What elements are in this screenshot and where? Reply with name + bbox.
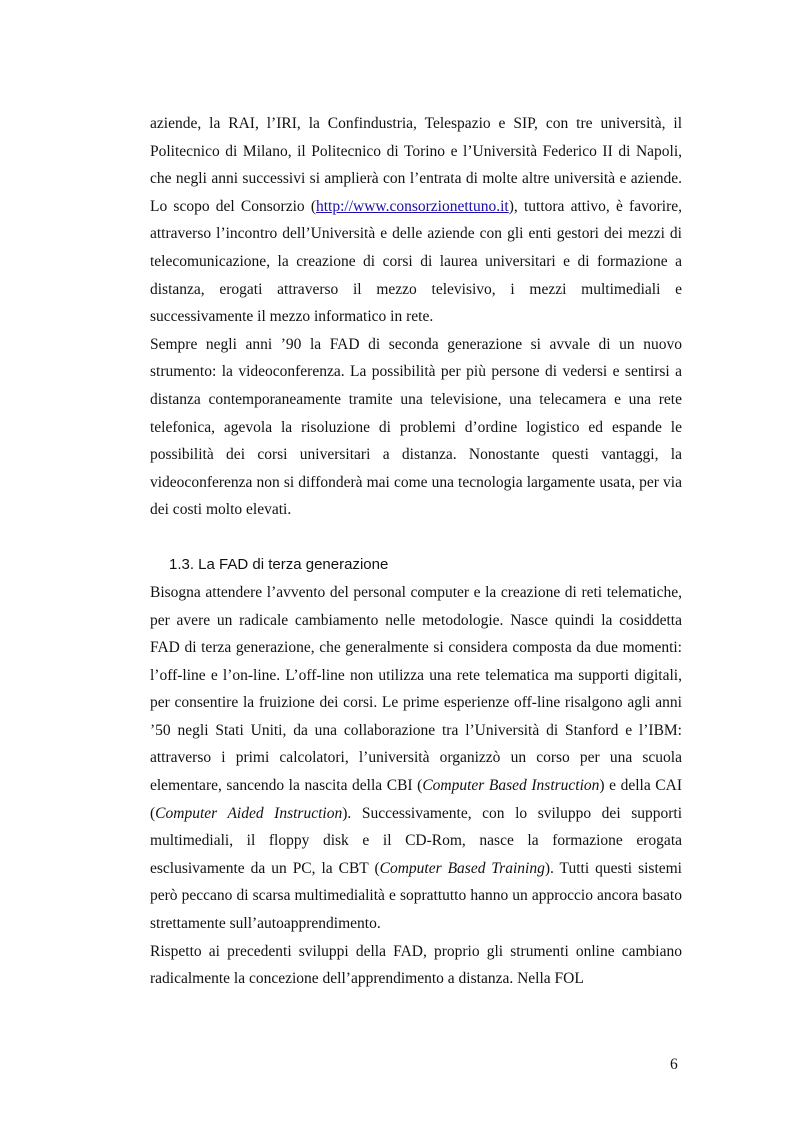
paragraph-consorzio bbox=[150, 110, 682, 331]
italic-term-cbt: Computer Based Training bbox=[379, 859, 545, 877]
paragraph-videoconferenza: Sempre negli anni ’90 la FAD di seconda generazione si avvale di un nuovo strumento: la videoconferenza. La possibilità per più persone di vedersi e sentirsi a distanza contemporaneamente tramite una televisione, una telecamera e una rete telefonica, agevola la risoluzione di problemi d’ordine logistico ed espande le possibilità dei corsi universitari a distanza. Nonostante questi vantaggi, la videoconferenza non si diffonderà mai come una tecnologia largamente usata, per via dei costi molto elevati. bbox=[150, 335, 682, 519]
paragraph-text: ) e della CAI ( bbox=[150, 777, 682, 822]
italic-term-cai: Computer Aided Instruction bbox=[155, 804, 343, 822]
paragraph-terza-generazione bbox=[150, 579, 682, 938]
italic-term-cbi: Computer Based Instruction bbox=[422, 777, 600, 795]
paragraph-text: ), tuttora attivo, è favorire, attraverso l’incontro dell’Università e delle aziende con gli enti gestori dei mezzi di telecomunicazione, la creazione di corsi di laurea universitari e di formazione a distanza, erogati attraverso il mezzo televisivo, i mezzi multimediali e successivamente il mezzo informatico in rete. bbox=[150, 197, 682, 326]
page-number: 6 bbox=[670, 1056, 678, 1073]
paragraph-text: Bisogna attendere l’avvento del personal computer e la creazione di reti telematiche, per avere un radicale cambiamento nelle metodologie. Nasce quindi la cosiddetta FAD di terza generazione, che generalmente si considera composta da due momenti: l’off-line e l’on-line. L’off-line non utilizza una rete telematica ma supporti digitali, per consentire la fruizione dei corsi. Le prime esperienze off-line risalgono agli anni ’50 negli Stati Uniti, da una collaborazione tra l’Università di Stanford e l’IBM: attraverso i primi calcolatori, l’università organizzò un corso per una scuola elementare, sancendo la nascita della CBI ( bbox=[150, 583, 682, 795]
paragraph-text: aziende, la RAI, l’IRI, la Confindustria, Telespazio e SIP, con tre università, il Politecnico di Milano, il Politecnico di Torino e l’Università Federico II di Napoli, che negli anni successivi si amplierà con l’entrata di molte altre università e aziende. Lo scopo del Consorzio ( bbox=[150, 115, 682, 215]
paragraph-text: ). Tutti questi sistemi però peccano di scarsa multimedialità e soprattutto hanno un approccio ancora basato strettamente sull’autoapprendimento. bbox=[150, 859, 682, 933]
consorzio-link[interactable]: http://www.consorzionettuno.it bbox=[315, 197, 509, 215]
document-body bbox=[150, 110, 682, 993]
paragraph-strumenti-online: Rispetto ai precedenti sviluppi della FAD, proprio gli strumenti online cambiano radicalmente la concezione dell’apprendimento a distanza. Nella FOL bbox=[150, 942, 682, 988]
section-heading: 1.3. La FAD di terza generazione bbox=[169, 555, 389, 573]
paragraph-text: ). Successivamente, con lo sviluppo dei supporti multimediali, il floppy disk e il CD-Rom, nasce la formazione erogata esclusivamente da un PC, la CBT ( bbox=[150, 804, 682, 877]
